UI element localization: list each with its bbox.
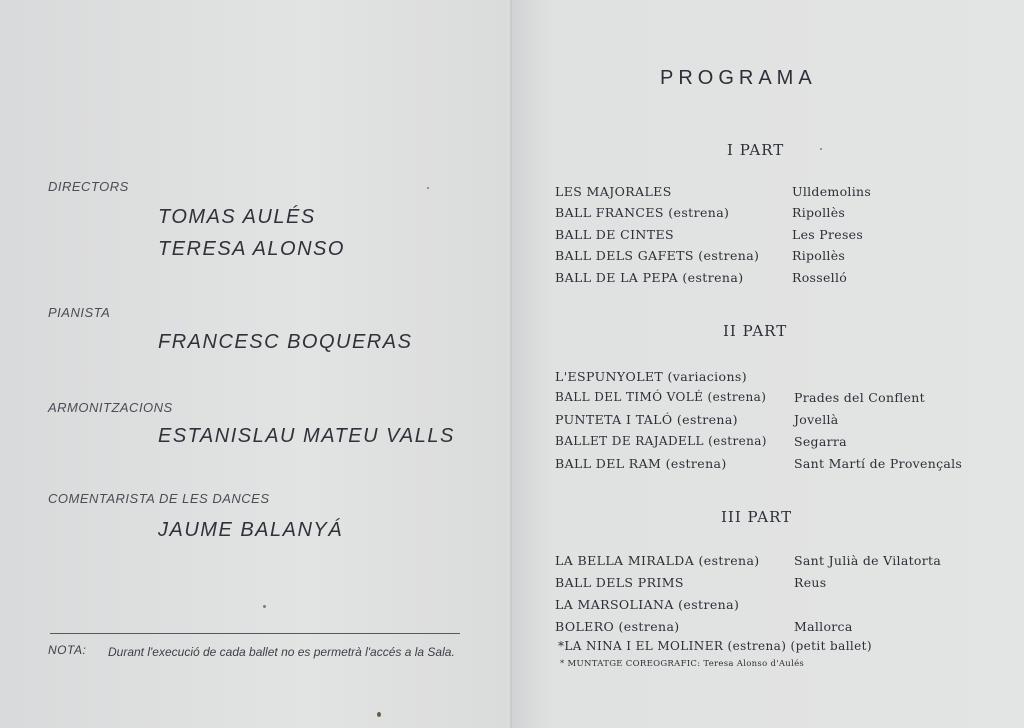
- note-text: Durant l'execució de cada ballet no es permetrà l'accés a la Sala.: [108, 645, 455, 659]
- program-item: BALL DE LA PEPA (estrena): [555, 270, 744, 285]
- program-item: BALL FRANCES (estrena): [555, 205, 730, 220]
- program-item-place: Reus: [794, 575, 827, 590]
- program-item: BALLET DE RAJADELL (estrena): [555, 434, 767, 448]
- program-item: PUNTETA I TALÓ (estrena): [555, 412, 738, 427]
- program-item-place: Jovellà: [794, 412, 839, 427]
- note-label: NOTA:: [48, 643, 87, 657]
- program-item: BALL DEL TIMÓ VOLÉ (estrena): [555, 390, 767, 404]
- program-item: LES MAJORALES: [555, 184, 672, 199]
- choreography-credit: * MUNTATGE COREOGRAFIC: Teresa Alonso d'Aulés: [560, 659, 805, 669]
- program-item-place: Les Preses: [792, 227, 864, 242]
- program-item: BOLERO (estrena): [555, 619, 680, 634]
- program-item: BALL DELS PRIMS: [555, 575, 684, 590]
- program-item-place: Ripollès: [792, 205, 846, 220]
- program-item-place: Prades del Conflent: [794, 390, 925, 405]
- program-item-place: Mallorca: [794, 619, 853, 634]
- program-item: LA BELLA MIRALDA (estrena): [555, 553, 760, 568]
- name-pianista: FRANCESC BOQUERAS: [158, 331, 413, 353]
- paper-speck: [263, 605, 266, 608]
- program-item: LA MARSOLIANA (estrena): [555, 597, 740, 612]
- name-director-2: TERESA ALONSO: [158, 238, 345, 260]
- part-2-heading: II PART: [723, 322, 788, 340]
- program-item-place: Sant Julià de Vilatorta: [794, 553, 942, 568]
- program-item-place: Ripollès: [792, 248, 846, 263]
- program-item-place: Rosselló: [792, 270, 848, 285]
- note-divider: [50, 633, 460, 634]
- part-1-heading: I PART: [727, 141, 785, 159]
- role-pianista: PIANISTA: [48, 305, 111, 320]
- programa-title: PROGRAMA: [660, 67, 817, 89]
- program-item: BALL DEL RAM (estrena): [555, 456, 727, 471]
- program-item: BALL DELS GAFETS (estrena): [555, 248, 760, 263]
- program-item-place: Segarra: [794, 434, 847, 449]
- program-item: BALL DE CINTES: [555, 227, 674, 242]
- name-comentarista: JAUME BALANYÁ: [158, 519, 344, 541]
- name-director-1: TOMAS AULÉS: [158, 206, 316, 228]
- role-directors: DIRECTORS: [48, 179, 129, 194]
- program-item: L'ESPUNYOLET (variacions): [555, 369, 748, 384]
- paper-speck: [377, 712, 381, 717]
- role-armonitzacions: ARMONITZACIONS: [48, 400, 173, 415]
- program-item: *LA NINA I EL MOLINER (estrena) (petit ballet): [558, 639, 872, 653]
- paper-speck: [427, 187, 429, 189]
- part-3-heading: III PART: [721, 508, 793, 526]
- program-item-place: Ulldemolins: [792, 184, 872, 199]
- paper-speck: [820, 148, 822, 150]
- name-armonitzacions: ESTANISLAU MATEU VALLS: [158, 425, 455, 447]
- role-comentarista: COMENTARISTA DE LES DANCES: [48, 491, 270, 506]
- program-item-place: Sant Martí de Provençals: [794, 456, 963, 471]
